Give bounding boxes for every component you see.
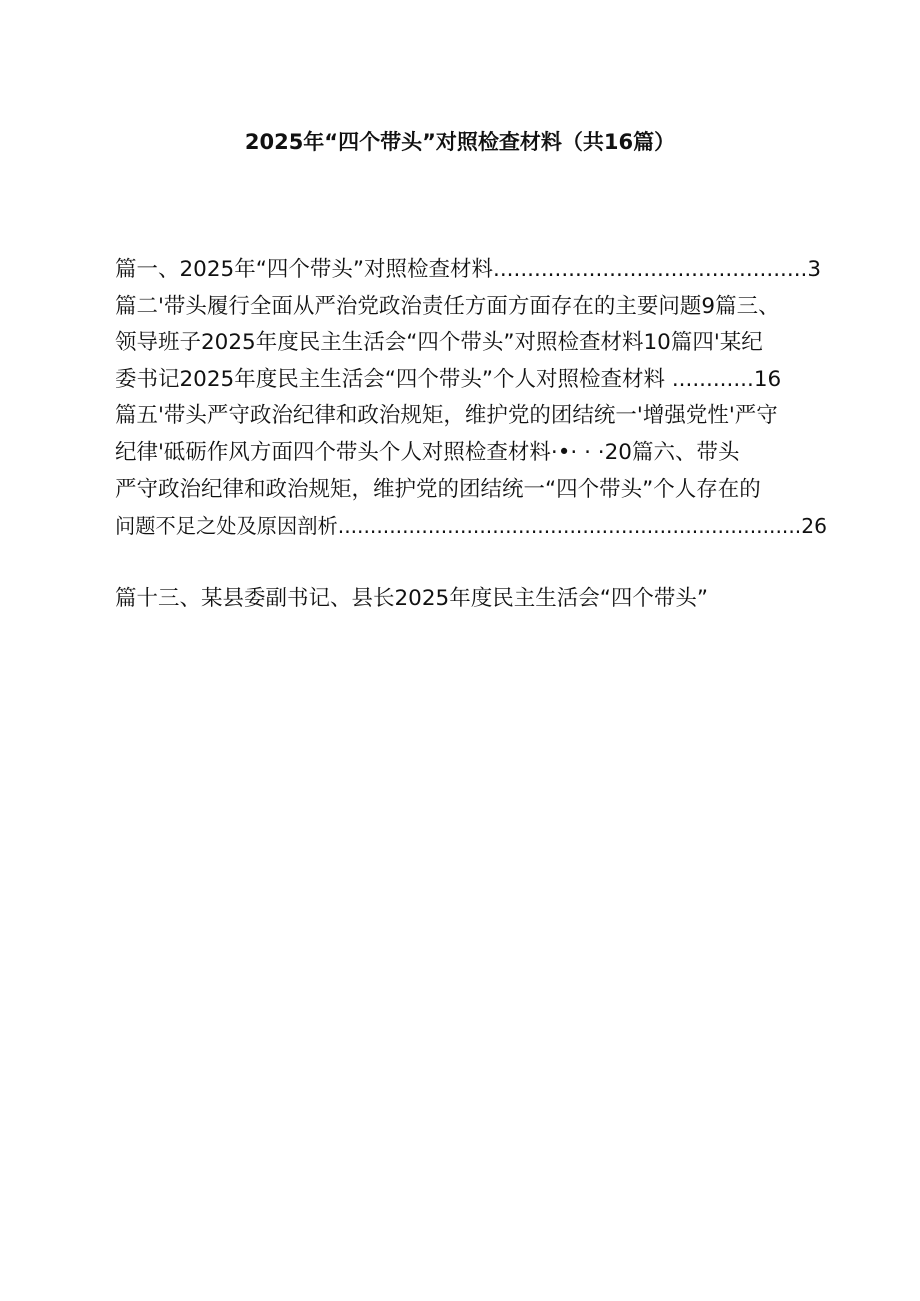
toc-line: 篇一、2025年“四个带头”对照检查材料..............................................3 [115, 257, 822, 282]
toc-line: 严守政治纪律和政治规矩，维护党的团结统一“四个带头”个人存在的 [115, 476, 761, 502]
table-of-contents [115, 252, 835, 617]
toc-line-extra: 篇十三、某县委副书记、县长2025年度民主生活会“四个带头” [115, 585, 708, 611]
toc-line: 篇五'带头严守政治纪律和政治规矩，维护党的团结统一'增强党性'严守 [115, 403, 778, 429]
toc-spacer [115, 545, 835, 581]
toc-line: 篇二'带头履行全面从严治党政治责任方面方面存在的主要问题9篇三、 [115, 293, 780, 319]
toc-line: 问题不足之处及原因剖析........................................................................26 [115, 514, 827, 539]
toc-line: 纪律'砥砺作风方面四个带头个人对照检查材料·•· · ·20篇六、带头 [115, 439, 740, 465]
document-title: 2025年“四个带头”对照检查材料（共16篇） [244, 130, 676, 154]
toc-line: 委书记2025年度民主生活会“四个带头”个人对照检查材料 ............16 [115, 366, 782, 392]
toc-line: 领导班子2025年度民主生活会“四个带头”对照检查材料10篇四'某纪 [115, 330, 763, 356]
